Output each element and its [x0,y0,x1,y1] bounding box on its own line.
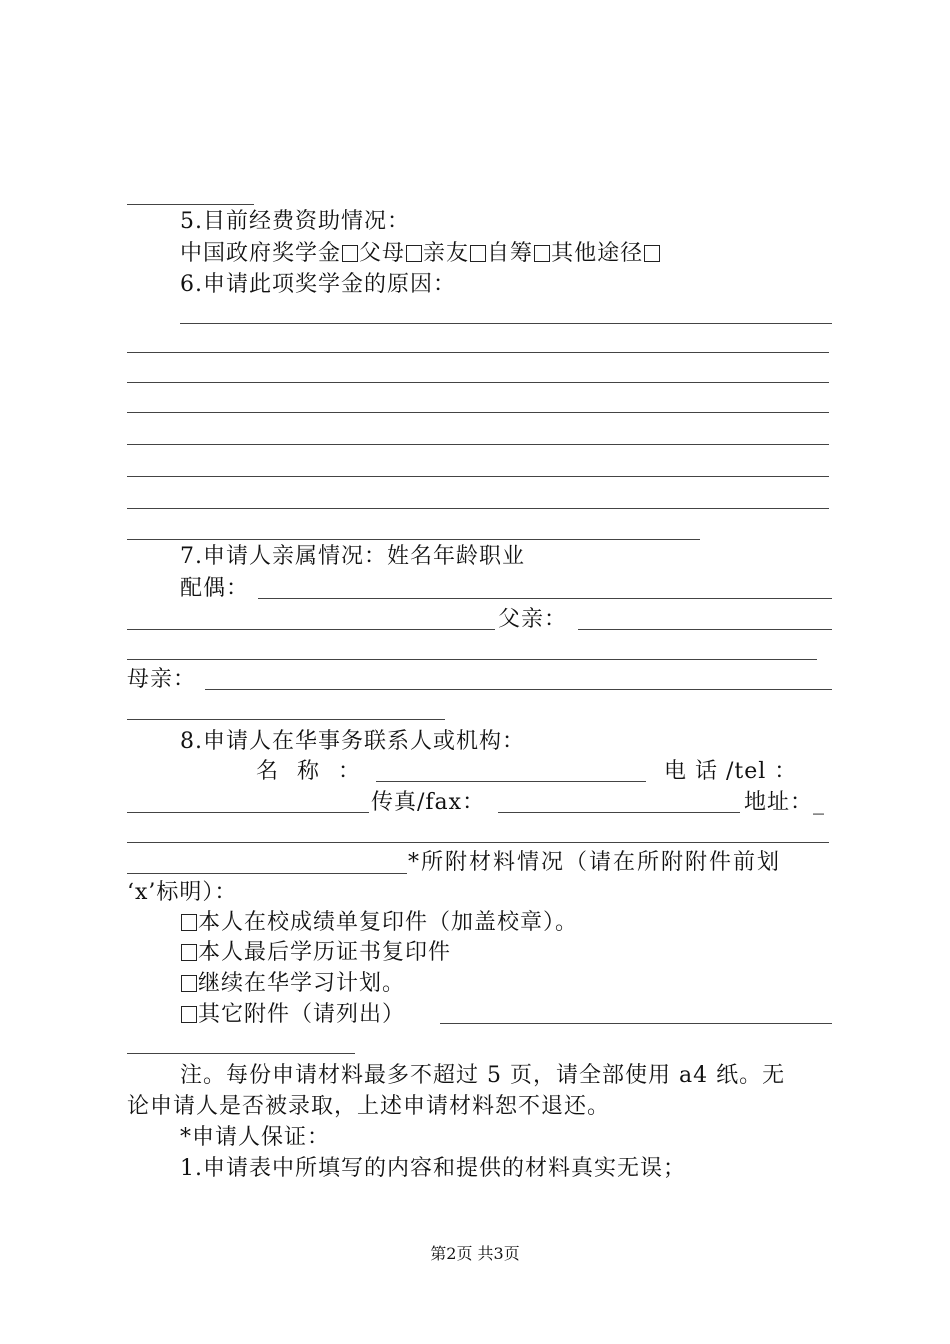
attachment-item [180,1001,405,1029]
reason-line[interactable] [127,444,829,445]
option-label: 亲友 [423,241,470,266]
funding-options [180,240,661,268]
reason-line[interactable] [127,352,829,353]
reason-line[interactable] [127,539,700,540]
reason-line[interactable] [127,476,829,477]
attachment-label: 本人最后学历证书复印件 [198,940,452,965]
attachment-item [180,970,405,998]
father-field[interactable] [578,629,832,630]
attachment-item [180,939,451,967]
contact-name-label: 名 称 ： [256,759,366,784]
section5-title: 5.目前经费资助情况： [180,209,410,234]
other-attachment-field[interactable] [127,1053,355,1054]
spouse-field[interactable] [258,598,832,599]
guarantee-title: *申请人保证： [180,1125,331,1150]
father-label: 父亲： [498,607,568,632]
spouse-label: 配偶： [180,576,250,601]
attachment-label: 本人在校成绩单复印件（加盖校章）。 [198,910,579,935]
reason-line[interactable] [127,508,829,509]
option-label: 自筹 [487,241,534,266]
tel-label: 电 话 /tel ： [664,759,798,784]
attachments-title: *所附材料情况（请在所附附件前划 [408,850,782,875]
mother-label: 母亲： [127,667,197,692]
spouse-field[interactable] [127,629,495,630]
note-line1: 注。每份申请材料最多不超过 5 页，请全部使用 a4 纸。无 [180,1063,786,1088]
mother-field[interactable] [205,689,832,690]
checkbox[interactable] [406,245,422,262]
checkbox[interactable] [181,914,197,931]
section6-title: 6.申请此项奖学金的原因： [180,272,456,297]
option-label: 父母 [359,241,406,266]
section7-title: 7.申请人亲属情况：姓名年龄职业 [180,544,525,569]
fax-field[interactable] [498,812,740,813]
attachment-label: 继续在华学习计划。 [198,971,406,996]
option-label: 其他途径 [551,241,644,266]
checkbox[interactable] [181,944,197,961]
guarantee-item: 1.申请表中所填写的内容和提供的材料真实无误； [180,1156,686,1181]
reason-line[interactable] [127,412,829,413]
contact-name-field[interactable] [376,781,646,782]
reason-line[interactable] [180,323,832,324]
checkbox[interactable] [534,245,550,262]
address-field[interactable] [127,873,407,874]
checkbox[interactable] [181,975,197,992]
page-number: 第2页 共3页 [430,1244,520,1263]
reason-line[interactable] [127,382,829,383]
other-attachment-field[interactable] [440,1023,832,1024]
checkbox[interactable] [644,245,660,262]
section8-title: 8.申请人在华事务联系人或机构： [180,729,525,754]
father-field[interactable] [127,659,817,660]
attachments-title-cont: ‘x’标明）： [127,880,238,905]
address-field[interactable] [127,842,829,843]
option-label: 中国政府奖学金 [180,241,342,266]
checkbox[interactable] [470,245,486,262]
attachment-label: 其它附件（请列出） [198,1002,406,1027]
address-label: 地址：_ [744,790,826,815]
attachment-item [180,909,578,937]
tel-field[interactable] [127,812,369,813]
checkbox[interactable] [342,245,358,262]
blank-line [127,204,254,205]
note-line2: 论申请人是否被录取，上述申请材料恕不退还。 [127,1094,611,1119]
checkbox[interactable] [181,1006,197,1023]
fax-label: 传真/fax： [371,790,486,815]
mother-field[interactable] [127,719,445,720]
